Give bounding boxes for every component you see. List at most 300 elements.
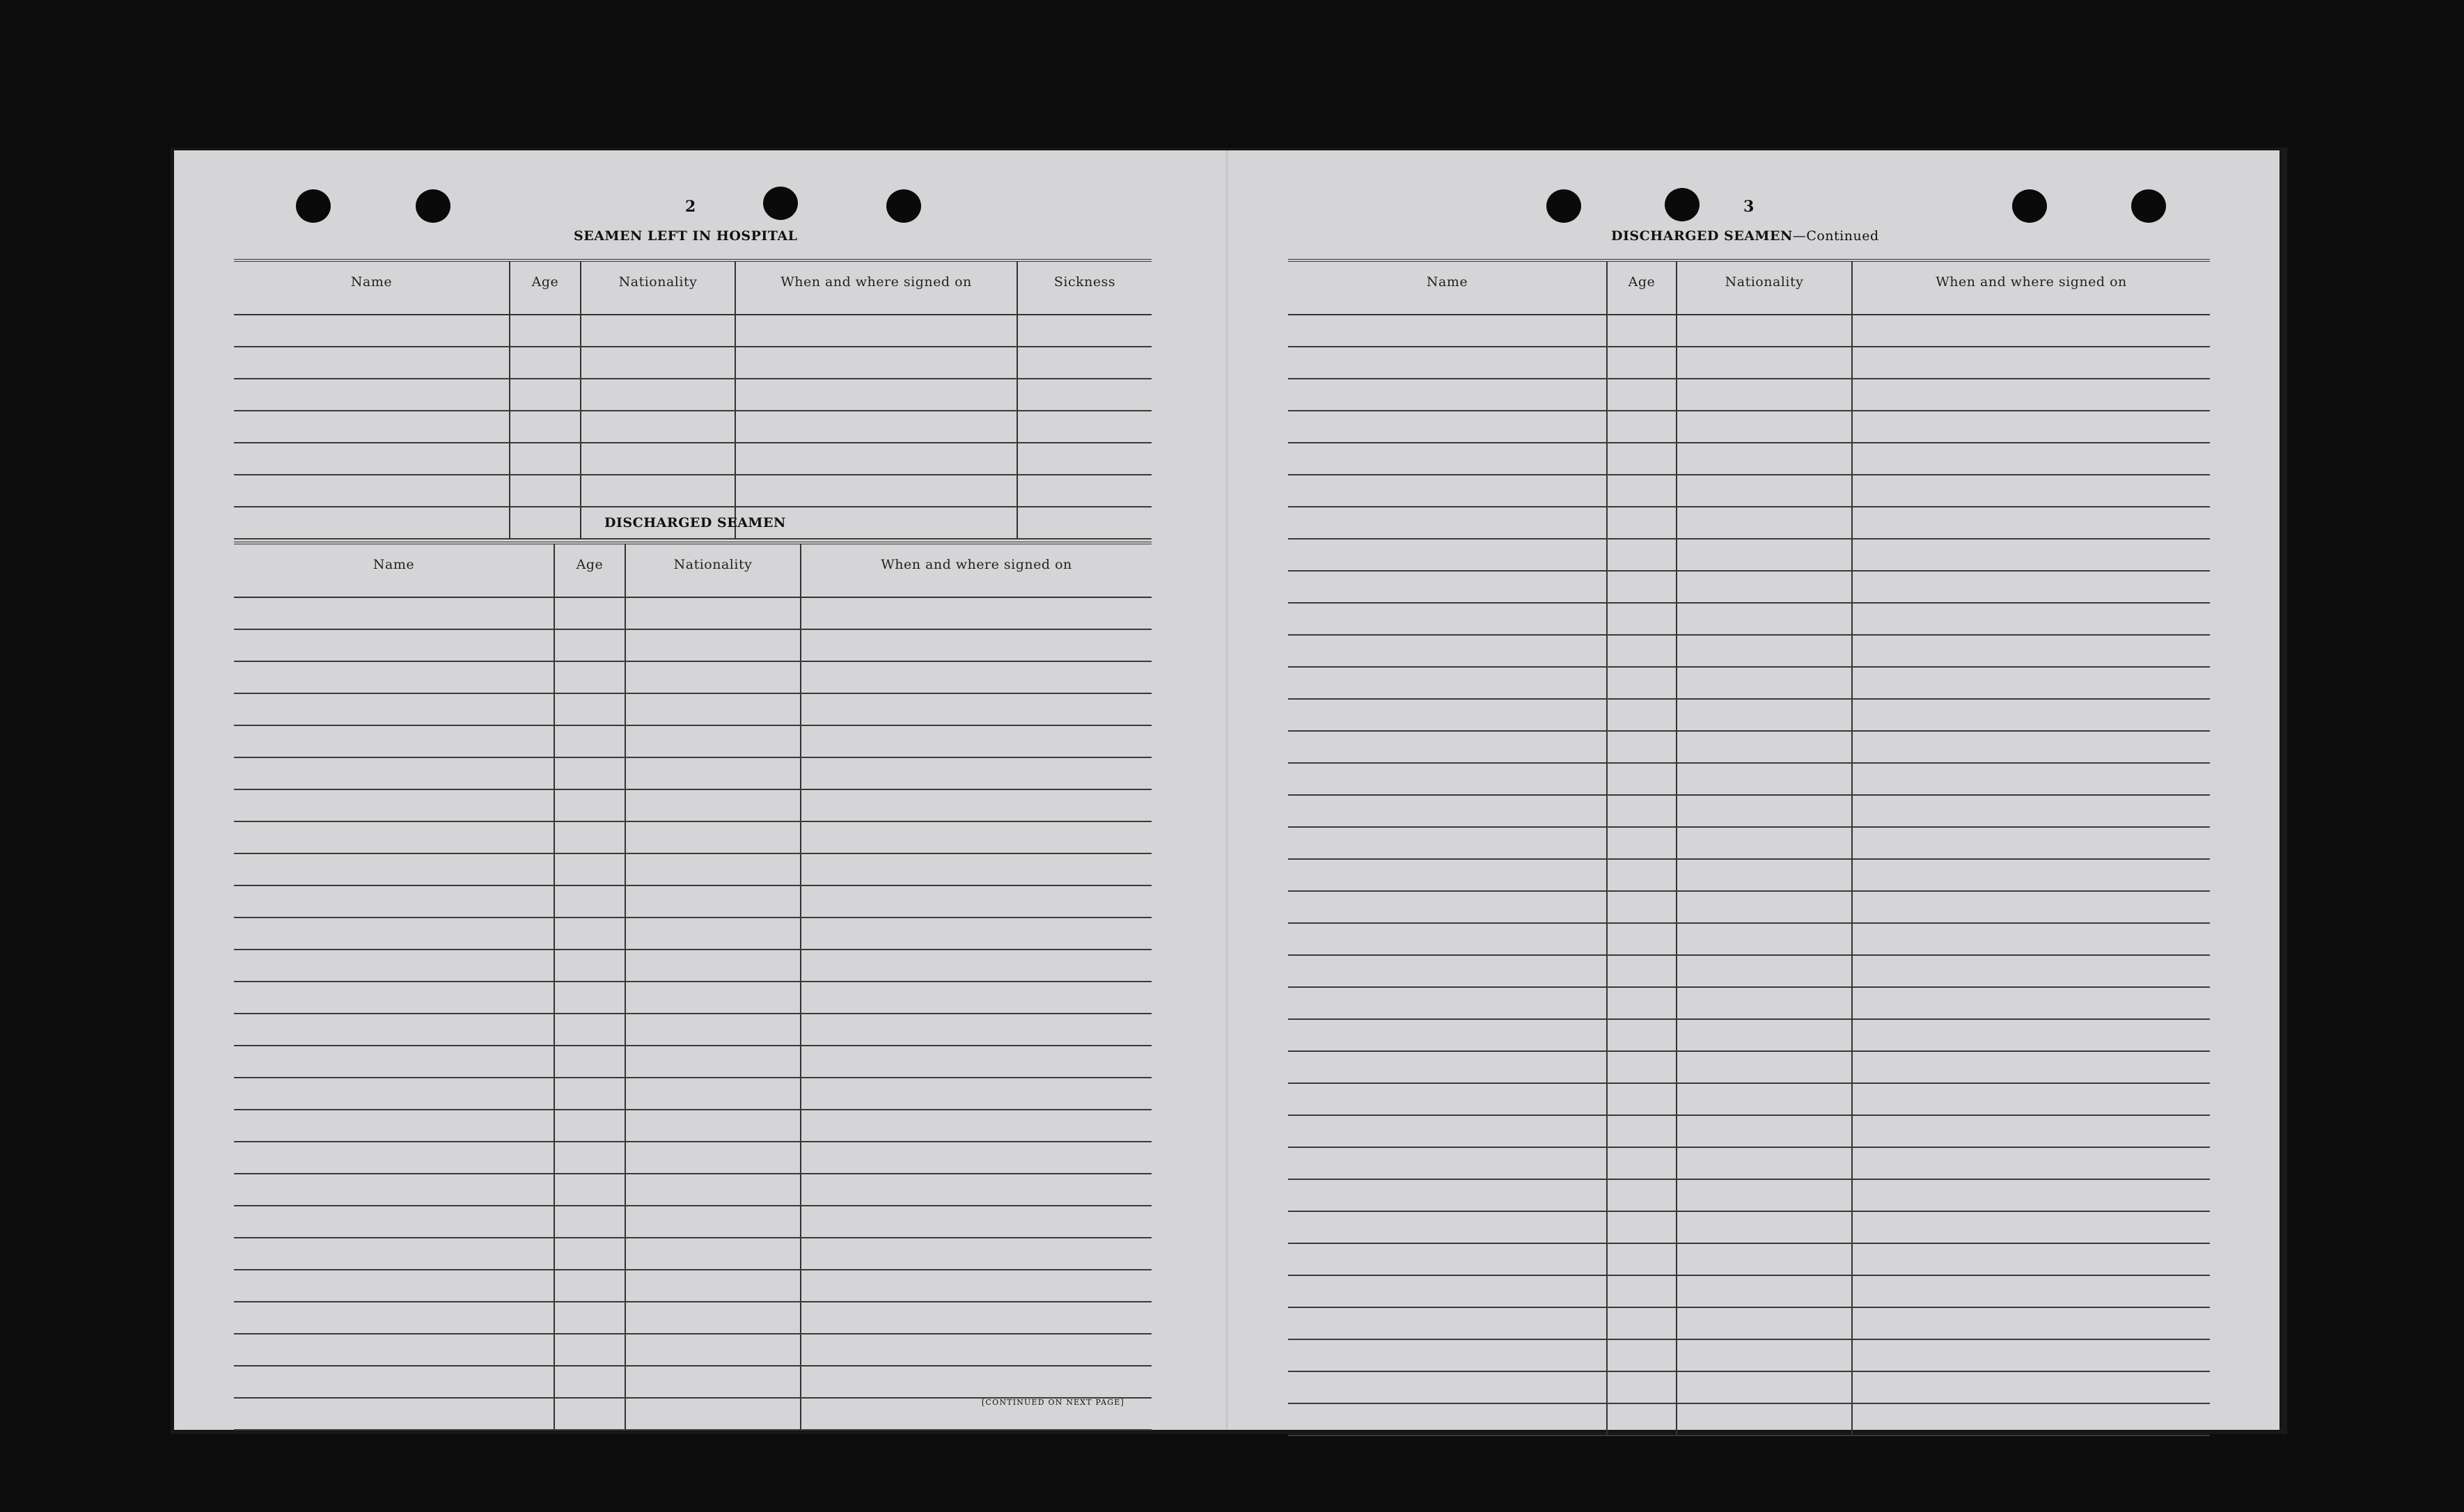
discharged-continued-cell[interactable] xyxy=(1852,1083,2210,1115)
discharged-cell[interactable] xyxy=(554,629,625,661)
discharged-continued-cell[interactable] xyxy=(1288,347,1607,379)
discharged-cell[interactable] xyxy=(625,1174,801,1206)
discharged-cell[interactable] xyxy=(234,1046,554,1078)
hospital-cell[interactable] xyxy=(735,411,1017,443)
hospital-cell[interactable] xyxy=(1017,411,1152,443)
discharged-cell[interactable] xyxy=(801,1046,1152,1078)
discharged-cell[interactable] xyxy=(554,982,625,1014)
discharged-continued-cell[interactable] xyxy=(1852,411,2210,443)
discharged-cell[interactable] xyxy=(625,757,801,789)
discharged-continued-cell[interactable] xyxy=(1852,507,2210,539)
discharged-cell[interactable] xyxy=(625,1046,801,1078)
discharged-cell[interactable] xyxy=(801,661,1152,693)
discharged-continued-cell[interactable] xyxy=(1607,1019,1677,1051)
discharged-cell[interactable] xyxy=(234,982,554,1014)
discharged-cell[interactable] xyxy=(234,1078,554,1110)
discharged-continued-cell[interactable] xyxy=(1607,987,1677,1019)
discharged-continued-cell[interactable] xyxy=(1607,1243,1677,1275)
discharged-continued-cell[interactable] xyxy=(1288,1179,1607,1211)
discharged-continued-cell[interactable] xyxy=(1607,1371,1677,1403)
discharged-continued-cell[interactable] xyxy=(1852,859,2210,891)
discharged-continued-cell[interactable] xyxy=(1607,315,1677,347)
discharged-continued-cell[interactable] xyxy=(1607,1211,1677,1243)
discharged-cell[interactable] xyxy=(234,1270,554,1302)
discharged-cell[interactable] xyxy=(801,1334,1152,1366)
punch-hole xyxy=(1546,189,1581,223)
hospital-cell[interactable] xyxy=(581,347,735,379)
discharged-cell[interactable] xyxy=(625,597,801,629)
discharged-cell[interactable] xyxy=(554,757,625,789)
discharged-cell[interactable] xyxy=(625,1270,801,1302)
discharged-continued-row xyxy=(1288,315,2210,347)
hospital-cell[interactable] xyxy=(581,475,735,507)
discharged-cell[interactable] xyxy=(234,1334,554,1366)
discharged-cell[interactable] xyxy=(554,821,625,853)
discharged-continued-cell[interactable] xyxy=(1607,1115,1677,1147)
discharged-continued-cell[interactable] xyxy=(1288,859,1607,891)
discharged-continued-row xyxy=(1288,1339,2210,1371)
discharged-continued-cell[interactable] xyxy=(1677,1211,1852,1243)
discharged-continued-cell[interactable] xyxy=(1607,635,1677,667)
discharged-continued-cell[interactable] xyxy=(1607,923,1677,955)
discharged-continued-cell[interactable] xyxy=(1852,731,2210,763)
discharged-continued-cell[interactable] xyxy=(1607,795,1677,827)
discharged-continued-cell[interactable] xyxy=(1607,411,1677,443)
discharged-cell[interactable] xyxy=(234,757,554,789)
discharged-continued-cell[interactable] xyxy=(1607,1339,1677,1371)
discharged-continued-cell[interactable] xyxy=(1288,667,1607,699)
discharged-continued-cell[interactable] xyxy=(1677,1147,1852,1179)
discharged-cell[interactable] xyxy=(554,1046,625,1078)
discharged-continued-cell[interactable] xyxy=(1288,1307,1607,1339)
punch-hole xyxy=(763,187,798,220)
discharged-continued-cell[interactable] xyxy=(1677,827,1852,859)
discharged-continued-cell[interactable] xyxy=(1677,379,1852,411)
hospital-cell[interactable] xyxy=(735,443,1017,475)
hospital-cell[interactable] xyxy=(510,315,581,347)
discharged-continued-cell[interactable] xyxy=(1677,731,1852,763)
discharged-cell[interactable] xyxy=(554,1078,625,1110)
discharged-cell[interactable] xyxy=(234,1110,554,1142)
discharged-continued-cell[interactable] xyxy=(1677,1371,1852,1403)
discharged-continued-cell[interactable] xyxy=(1852,1147,2210,1179)
discharged-continued-cell[interactable] xyxy=(1852,1211,2210,1243)
discharged-cell[interactable] xyxy=(234,853,554,885)
discharged-continued-cell[interactable] xyxy=(1852,955,2210,987)
discharged-continued-cell[interactable] xyxy=(1288,1403,1607,1435)
discharged-continued-cell[interactable] xyxy=(1852,443,2210,475)
hospital-cell[interactable] xyxy=(581,411,735,443)
discharged-cell[interactable] xyxy=(234,885,554,918)
hospital-cell[interactable] xyxy=(234,507,510,539)
discharged-continued-cell[interactable] xyxy=(1288,1147,1607,1179)
discharged-continued-cell[interactable] xyxy=(1852,923,2210,955)
discharged-cell[interactable] xyxy=(801,1270,1152,1302)
discharged-cell[interactable] xyxy=(625,725,801,757)
discharged-cell[interactable] xyxy=(625,853,801,885)
discharged-cell[interactable] xyxy=(801,757,1152,789)
discharged-cell[interactable] xyxy=(801,853,1152,885)
discharged-continued-row xyxy=(1288,1243,2210,1275)
ledger-sheet xyxy=(174,150,2279,1430)
discharged-continued-cell[interactable] xyxy=(1852,1403,2210,1435)
discharged-continued-cell[interactable] xyxy=(1288,603,1607,635)
discharged-cell[interactable] xyxy=(801,885,1152,918)
discharged-continued-cell[interactable] xyxy=(1607,1403,1677,1435)
discharged-continued-row xyxy=(1288,475,2210,507)
punch-hole xyxy=(886,189,921,223)
discharged-continued-cell[interactable] xyxy=(1607,379,1677,411)
discharged-cell[interactable] xyxy=(625,693,801,725)
discharged-continued-cell[interactable] xyxy=(1852,1051,2210,1083)
discharged-continued-cell[interactable] xyxy=(1677,411,1852,443)
discharged-cell[interactable] xyxy=(625,1302,801,1334)
discharged-continued-cell[interactable] xyxy=(1677,1051,1852,1083)
discharged-cell[interactable] xyxy=(554,789,625,821)
discharged-cell[interactable] xyxy=(801,725,1152,757)
discharged-cell[interactable] xyxy=(625,982,801,1014)
discharged-cell[interactable] xyxy=(625,1238,801,1270)
discharged-continued-cell[interactable] xyxy=(1677,667,1852,699)
hospital-cell[interactable] xyxy=(510,443,581,475)
discharged-continued-cell[interactable] xyxy=(1288,1019,1607,1051)
discharged-continued-row xyxy=(1288,635,2210,667)
discharged-cell[interactable] xyxy=(625,1014,801,1046)
discharged-continued-cell[interactable] xyxy=(1852,315,2210,347)
discharged-continued-cell[interactable] xyxy=(1677,1275,1852,1307)
discharged-continued-cell[interactable] xyxy=(1288,923,1607,955)
discharged-cell[interactable] xyxy=(554,693,625,725)
hospital-cell[interactable] xyxy=(510,379,581,411)
discharged-continued-cell[interactable] xyxy=(1288,1083,1607,1115)
discharged-continued-title-text: DISCHARGED SEAMEN xyxy=(1611,228,1793,244)
discharged-cell[interactable] xyxy=(234,693,554,725)
discharged-continued-cell[interactable] xyxy=(1288,635,1607,667)
discharged-continued-cell[interactable] xyxy=(1288,443,1607,475)
discharged-cell[interactable] xyxy=(554,1366,625,1398)
discharged-continued-cell[interactable] xyxy=(1288,1211,1607,1243)
discharged-cell[interactable] xyxy=(234,1014,554,1046)
discharged-cell[interactable] xyxy=(234,1174,554,1206)
discharged-cell[interactable] xyxy=(801,1302,1152,1334)
discharged-cell[interactable] xyxy=(801,789,1152,821)
discharged-cell[interactable] xyxy=(234,1142,554,1174)
discharged-cell[interactable] xyxy=(234,1302,554,1334)
discharged-cell[interactable] xyxy=(554,853,625,885)
discharged-continued-cell[interactable] xyxy=(1852,571,2210,603)
discharged-cell[interactable] xyxy=(554,661,625,693)
discharged-cell[interactable] xyxy=(234,661,554,693)
discharged-cell[interactable] xyxy=(234,629,554,661)
discharged-cell[interactable] xyxy=(234,918,554,950)
discharged-cell[interactable] xyxy=(234,1206,554,1238)
discharged-continued-cell[interactable] xyxy=(1852,1243,2210,1275)
discharged-row xyxy=(234,853,1152,885)
discharged-continued-cell[interactable] xyxy=(1677,443,1852,475)
discharged-cell[interactable] xyxy=(625,885,801,918)
discharged-cell[interactable] xyxy=(554,1270,625,1302)
discharged-cell[interactable] xyxy=(234,597,554,629)
discharged-continued-cell[interactable] xyxy=(1288,795,1607,827)
discharged-cell[interactable] xyxy=(801,1366,1152,1398)
discharged-continued-cell[interactable] xyxy=(1288,507,1607,539)
discharged-continued-cell[interactable] xyxy=(1852,667,2210,699)
discharged-continued-cell[interactable] xyxy=(1288,315,1607,347)
discharged-continued-cell[interactable] xyxy=(1607,763,1677,795)
discharged-cell[interactable] xyxy=(801,1174,1152,1206)
discharged-cell[interactable] xyxy=(625,1206,801,1238)
discharged-cell[interactable] xyxy=(554,885,625,918)
discharged-continued-cell[interactable] xyxy=(1288,411,1607,443)
discharged-cell[interactable] xyxy=(625,789,801,821)
discharged-cell[interactable] xyxy=(554,725,625,757)
discharged-continued-cell[interactable] xyxy=(1288,891,1607,923)
discharged-continued-cell[interactable] xyxy=(1607,955,1677,987)
discharged-cell[interactable] xyxy=(234,1366,554,1398)
discharged-continued-cell[interactable] xyxy=(1852,475,2210,507)
discharged-continued-row xyxy=(1288,411,2210,443)
discharged-continued-cell[interactable] xyxy=(1607,1051,1677,1083)
discharged-cell[interactable] xyxy=(554,918,625,950)
hospital-cell[interactable] xyxy=(234,379,510,411)
discharged-cell[interactable] xyxy=(554,1142,625,1174)
discharged-continued-cell[interactable] xyxy=(1607,891,1677,923)
discharged-continued-cell[interactable] xyxy=(1288,1275,1607,1307)
discharged-cell[interactable] xyxy=(625,629,801,661)
discharged-continued-cell[interactable] xyxy=(1852,891,2210,923)
hospital-header-when-and-where-signed-on: When and where signed on xyxy=(735,260,1017,315)
discharged-continued-cell[interactable] xyxy=(1288,475,1607,507)
discharged-continued-cell[interactable] xyxy=(1852,379,2210,411)
discharged-cell[interactable] xyxy=(801,821,1152,853)
discharged-continued-cell[interactable] xyxy=(1607,731,1677,763)
discharged-cell[interactable] xyxy=(801,1014,1152,1046)
discharged-continued-row xyxy=(1288,507,2210,539)
discharged-continued-cell[interactable] xyxy=(1677,1179,1852,1211)
hospital-cell[interactable] xyxy=(1017,475,1152,507)
discharged-continued-cell[interactable] xyxy=(1852,635,2210,667)
discharged-continued-row xyxy=(1288,1083,2210,1115)
discharged-continued-cell[interactable] xyxy=(1677,507,1852,539)
discharged-continued-cell[interactable] xyxy=(1677,1083,1852,1115)
discharged-continued-cell[interactable] xyxy=(1677,571,1852,603)
discharged-cell[interactable] xyxy=(625,1110,801,1142)
discharged-header-nationality: Nationality xyxy=(625,543,801,597)
discharged-continued-cell[interactable] xyxy=(1677,859,1852,891)
discharged-continued-cell[interactable] xyxy=(1677,955,1852,987)
discharged-continued-cell[interactable] xyxy=(1852,827,2210,859)
hospital-cell[interactable] xyxy=(510,507,581,539)
discharged-cell[interactable] xyxy=(234,950,554,982)
hospital-cell[interactable] xyxy=(1017,347,1152,379)
discharged-cell[interactable] xyxy=(625,1078,801,1110)
discharged-cell[interactable] xyxy=(625,1398,801,1430)
discharged-continued-cell[interactable] xyxy=(1288,763,1607,795)
discharged-continued-cell[interactable] xyxy=(1852,347,2210,379)
discharged-continued-row xyxy=(1288,347,2210,379)
discharged-continued-cell[interactable] xyxy=(1852,603,2210,635)
discharged-cell[interactable] xyxy=(234,1398,554,1430)
discharged-cell[interactable] xyxy=(801,918,1152,950)
discharged-continued-cell[interactable] xyxy=(1607,1307,1677,1339)
discharged-continued-cell[interactable] xyxy=(1607,699,1677,731)
page-number-right: 3 xyxy=(1743,198,1755,216)
discharged-continued-cell[interactable] xyxy=(1607,475,1677,507)
discharged-cell[interactable] xyxy=(801,982,1152,1014)
discharged-continued-cell[interactable] xyxy=(1288,1371,1607,1403)
discharged-continued-cell[interactable] xyxy=(1607,507,1677,539)
hospital-cell[interactable] xyxy=(581,379,735,411)
discharged-cell[interactable] xyxy=(234,1238,554,1270)
discharged-continued-cell[interactable] xyxy=(1607,539,1677,571)
discharged-row xyxy=(234,1302,1152,1334)
discharged-continued-cell[interactable] xyxy=(1288,1243,1607,1275)
discharged-cell[interactable] xyxy=(554,950,625,982)
discharged-continued-cell[interactable] xyxy=(1607,859,1677,891)
discharged-continued-cell[interactable] xyxy=(1677,347,1852,379)
hospital-section-title: SEAMEN LEFT IN HOSPITAL xyxy=(574,228,798,244)
discharged-continued-header-age: Age xyxy=(1607,260,1677,315)
hospital-cell[interactable] xyxy=(1017,315,1152,347)
discharged-cell[interactable] xyxy=(625,950,801,982)
discharged-cell[interactable] xyxy=(801,693,1152,725)
hospital-cell[interactable] xyxy=(234,475,510,507)
discharged-cell[interactable] xyxy=(554,1398,625,1430)
discharged-cell[interactable] xyxy=(625,1334,801,1366)
discharged-continued-cell[interactable] xyxy=(1852,1371,2210,1403)
discharged-continued-cell[interactable] xyxy=(1677,315,1852,347)
discharged-cell[interactable] xyxy=(554,1334,625,1366)
discharged-continued-cell[interactable] xyxy=(1288,379,1607,411)
discharged-cell[interactable] xyxy=(234,725,554,757)
discharged-cell[interactable] xyxy=(801,1238,1152,1270)
discharged-cell[interactable] xyxy=(625,821,801,853)
discharged-continued-cell[interactable] xyxy=(1852,1019,2210,1051)
discharged-continued-cell[interactable] xyxy=(1607,827,1677,859)
discharged-continued-cell[interactable] xyxy=(1677,699,1852,731)
discharged-continued-cell[interactable] xyxy=(1677,1019,1852,1051)
discharged-continued-cell[interactable] xyxy=(1677,1403,1852,1435)
hospital-cell[interactable] xyxy=(234,347,510,379)
discharged-cell[interactable] xyxy=(554,1206,625,1238)
hospital-cell[interactable] xyxy=(1017,443,1152,475)
discharged-continued-cell[interactable] xyxy=(1852,1179,2210,1211)
discharged-cell[interactable] xyxy=(801,1206,1152,1238)
hospital-cell[interactable] xyxy=(735,315,1017,347)
discharged-continued-cell[interactable] xyxy=(1677,1339,1852,1371)
discharged-cell[interactable] xyxy=(554,1302,625,1334)
hospital-cell[interactable] xyxy=(510,475,581,507)
discharged-cell[interactable] xyxy=(234,821,554,853)
hospital-cell[interactable] xyxy=(1017,507,1152,539)
discharged-continued-cell[interactable] xyxy=(1677,795,1852,827)
hospital-cell[interactable] xyxy=(510,347,581,379)
hospital-cell[interactable] xyxy=(234,411,510,443)
hospital-cell[interactable] xyxy=(234,443,510,475)
discharged-continued-cell[interactable] xyxy=(1607,1179,1677,1211)
discharged-continued-cell[interactable] xyxy=(1852,987,2210,1019)
hospital-cell[interactable] xyxy=(735,379,1017,411)
discharged-continued-cell[interactable] xyxy=(1677,1307,1852,1339)
discharged-continued-cell[interactable] xyxy=(1607,667,1677,699)
discharged-continued-cell[interactable] xyxy=(1852,1307,2210,1339)
discharged-continued-cell[interactable] xyxy=(1677,1115,1852,1147)
discharged-cell[interactable] xyxy=(801,1078,1152,1110)
hospital-table xyxy=(234,259,1152,540)
discharged-continued-cell[interactable] xyxy=(1607,443,1677,475)
discharged-continued-cell[interactable] xyxy=(1288,1115,1607,1147)
discharged-cell[interactable] xyxy=(554,597,625,629)
hospital-cell[interactable] xyxy=(735,347,1017,379)
hospital-cell[interactable] xyxy=(510,411,581,443)
hospital-cell[interactable] xyxy=(581,443,735,475)
discharged-cell[interactable] xyxy=(234,789,554,821)
discharged-continued-cell[interactable] xyxy=(1852,1115,2210,1147)
discharged-continued-cell[interactable] xyxy=(1852,539,2210,571)
discharged-cell[interactable] xyxy=(554,1110,625,1142)
discharged-continued-cell[interactable] xyxy=(1677,987,1852,1019)
discharged-continued-cell[interactable] xyxy=(1677,763,1852,795)
discharged-row xyxy=(234,1270,1152,1302)
discharged-continued-cell[interactable] xyxy=(1607,1083,1677,1115)
discharged-continued-cell[interactable] xyxy=(1852,699,2210,731)
hospital-cell[interactable] xyxy=(735,475,1017,507)
discharged-cell[interactable] xyxy=(625,661,801,693)
discharged-continued-cell[interactable] xyxy=(1288,827,1607,859)
discharged-continued-cell[interactable] xyxy=(1677,539,1852,571)
hospital-cell[interactable] xyxy=(581,315,735,347)
discharged-cell[interactable] xyxy=(801,597,1152,629)
discharged-continued-cell[interactable] xyxy=(1288,987,1607,1019)
discharged-cell[interactable] xyxy=(625,1366,801,1398)
discharged-continued-cell[interactable] xyxy=(1288,571,1607,603)
discharged-continued-cell[interactable] xyxy=(1677,635,1852,667)
discharged-continued-cell[interactable] xyxy=(1288,1339,1607,1371)
hospital-row xyxy=(234,411,1152,443)
discharged-continued-cell[interactable] xyxy=(1677,923,1852,955)
discharged-continued-cell[interactable] xyxy=(1288,1051,1607,1083)
discharged-continued-cell[interactable] xyxy=(1288,539,1607,571)
discharged-continued-cell[interactable] xyxy=(1852,763,2210,795)
hospital-cell[interactable] xyxy=(234,315,510,347)
discharged-continued-cell[interactable] xyxy=(1852,795,2210,827)
discharged-continued-cell[interactable] xyxy=(1677,1243,1852,1275)
discharged-continued-cell[interactable] xyxy=(1677,891,1852,923)
discharged-cell[interactable] xyxy=(554,1174,625,1206)
discharged-continued-cell[interactable] xyxy=(1677,475,1852,507)
discharged-continued-cell[interactable] xyxy=(1607,1147,1677,1179)
discharged-continued-cell[interactable] xyxy=(1852,1275,2210,1307)
discharged-cell[interactable] xyxy=(625,1142,801,1174)
discharged-continued-cell[interactable] xyxy=(1852,1339,2210,1371)
discharged-cell[interactable] xyxy=(801,1110,1152,1142)
discharged-continued-cell[interactable] xyxy=(1607,603,1677,635)
discharged-continued-cell[interactable] xyxy=(1288,955,1607,987)
discharged-continued-cell[interactable] xyxy=(1677,603,1852,635)
discharged-cell[interactable] xyxy=(801,1142,1152,1174)
discharged-continued-cell[interactable] xyxy=(1288,699,1607,731)
discharged-cell[interactable] xyxy=(554,1014,625,1046)
discharged-continued-cell[interactable] xyxy=(1607,347,1677,379)
discharged-cell[interactable] xyxy=(554,1238,625,1270)
discharged-cell[interactable] xyxy=(625,918,801,950)
discharged-cell[interactable] xyxy=(801,629,1152,661)
discharged-cell[interactable] xyxy=(801,950,1152,982)
discharged-continued-cell[interactable] xyxy=(1607,1275,1677,1307)
discharged-continued-cell[interactable] xyxy=(1288,731,1607,763)
hospital-cell[interactable] xyxy=(1017,379,1152,411)
discharged-continued-cell[interactable] xyxy=(1607,571,1677,603)
